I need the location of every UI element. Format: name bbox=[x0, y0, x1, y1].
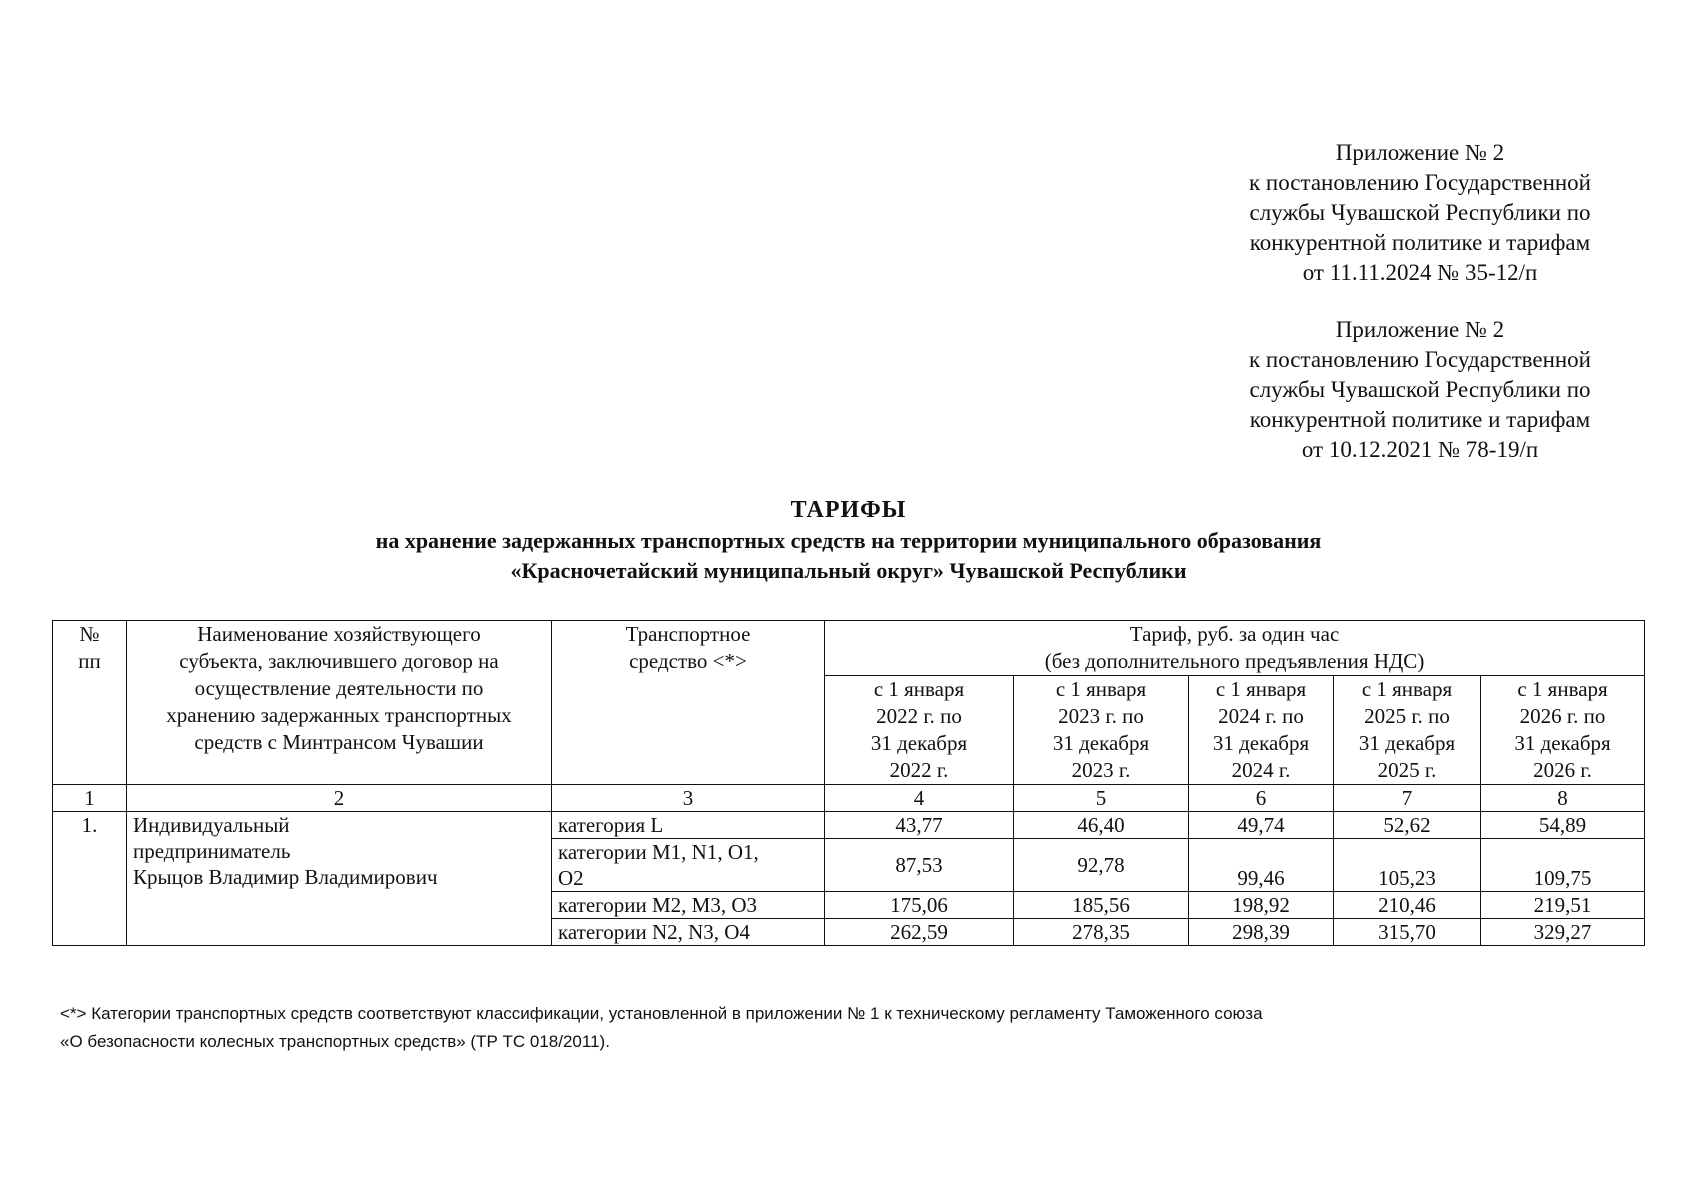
table-row bbox=[53, 812, 1645, 839]
header-text: субъекта, заключившего договор на bbox=[179, 649, 499, 673]
appendix-line: Приложение № 2 bbox=[1335, 317, 1505, 342]
appendix-line: службы Чувашской Республики по bbox=[1249, 377, 1591, 402]
tariff-value: 43,77 bbox=[825, 812, 1014, 839]
appendix-line: Приложение № 2 bbox=[1335, 140, 1505, 165]
header-text: 2022 г. по bbox=[876, 704, 962, 728]
header-text: 31 декабря bbox=[870, 731, 968, 755]
document-title bbox=[0, 494, 1697, 586]
appendix-previous-reference bbox=[1180, 315, 1660, 465]
entity-name-line: Индивидуальный bbox=[133, 813, 290, 837]
header-text: хранению задержанных транспортных bbox=[166, 703, 512, 727]
header-text: с 1 января bbox=[1215, 677, 1307, 701]
header-text: 2022 г. bbox=[889, 758, 949, 782]
footnote-line-1: <*> Категории транспортных средств соответствуют классификации, установленной в приложении № 1 к техническому регламенту Таможенного союза bbox=[60, 1004, 1263, 1023]
header-period-2026 bbox=[1481, 676, 1645, 785]
column-number: 7 bbox=[1334, 785, 1481, 812]
header-text: 2026 г. по bbox=[1519, 704, 1606, 728]
entity-name bbox=[127, 812, 552, 946]
appendix-line: к постановлению Государственной bbox=[1249, 170, 1591, 195]
header-period-2025 bbox=[1334, 676, 1481, 785]
appendix-line: службы Чувашской Республики по bbox=[1249, 200, 1591, 225]
tariff-value: 92,78 bbox=[1014, 839, 1189, 892]
header-text: Наименование хозяйствующего bbox=[197, 622, 481, 646]
appendix-line: конкурентной политике и тарифам bbox=[1249, 407, 1591, 432]
tariff-value: 52,62 bbox=[1334, 812, 1481, 839]
title-line-1: на хранение задержанных транспортных средств на территории муниципального образования bbox=[375, 528, 1322, 553]
tariff-value: 185,56 bbox=[1014, 892, 1189, 919]
header-tariff bbox=[825, 621, 1645, 676]
tariff-value: 298,39 bbox=[1189, 919, 1334, 946]
header-text: 2024 г. по bbox=[1218, 704, 1304, 728]
header-text: 31 декабря bbox=[1514, 731, 1611, 755]
tariff-value: 54,89 bbox=[1481, 812, 1645, 839]
column-number: 1 bbox=[53, 785, 127, 812]
appendix-line: конкурентной политике и тарифам bbox=[1249, 230, 1591, 255]
entity-name-line: Крыцов Владимир Владимирович bbox=[133, 865, 438, 889]
column-number: 3 bbox=[552, 785, 825, 812]
vehicle-category-line: категории М1, N1, О1, bbox=[558, 840, 759, 864]
header-text: 2025 г. bbox=[1377, 758, 1437, 782]
header-text: с 1 января bbox=[1361, 677, 1453, 701]
header-text: 31 декабря bbox=[1358, 731, 1456, 755]
vehicle-category bbox=[552, 839, 825, 892]
tariff-value: 210,46 bbox=[1334, 892, 1481, 919]
header-text: 2023 г. bbox=[1071, 758, 1131, 782]
title-line-2: «Красночетайский муниципальный округ» Чувашской Республики bbox=[510, 558, 1187, 583]
header-text: средств с Минтрансом Чувашии bbox=[194, 730, 484, 754]
column-number: 4 bbox=[825, 785, 1014, 812]
header-text: (без дополнительного предъявления НДС) bbox=[1044, 649, 1425, 673]
header-text: Тариф, руб. за один час bbox=[1129, 622, 1340, 646]
vehicle-category-line: О2 bbox=[558, 866, 584, 890]
header-period-2023 bbox=[1014, 676, 1189, 785]
footnote-line-2: «О безопасности колесных транспортных средств» (ТР ТС 018/2011). bbox=[60, 1032, 610, 1051]
vehicle-category: категории М2, М3, О3 bbox=[552, 892, 825, 919]
vehicle-category: категория L bbox=[552, 812, 825, 839]
header-entity bbox=[127, 621, 552, 785]
header-period-2022 bbox=[825, 676, 1014, 785]
entity-name-line: предприниматель bbox=[133, 839, 291, 863]
header-row-1 bbox=[53, 621, 1645, 676]
header-text: 2024 г. bbox=[1231, 758, 1291, 782]
header-text: пп bbox=[78, 649, 101, 673]
tariff-value: 49,74 bbox=[1189, 812, 1334, 839]
tariff-value: 329,27 bbox=[1481, 919, 1645, 946]
header-text: 2023 г. по bbox=[1058, 704, 1144, 728]
tariff-value: 315,70 bbox=[1334, 919, 1481, 946]
header-text: средство <*> bbox=[629, 649, 747, 673]
header-num bbox=[53, 621, 127, 785]
column-number: 8 bbox=[1481, 785, 1645, 812]
column-number: 6 bbox=[1189, 785, 1334, 812]
tariff-table bbox=[52, 620, 1645, 946]
tariff-value: 175,06 bbox=[825, 892, 1014, 919]
header-period-2024 bbox=[1189, 676, 1334, 785]
header-text: 2026 г. bbox=[1533, 758, 1592, 782]
tariff-value: 99,46 bbox=[1189, 839, 1334, 892]
appendix-line: от 10.12.2021 № 78-19/п bbox=[1301, 437, 1539, 462]
tariff-value: 262,59 bbox=[825, 919, 1014, 946]
appendix-line: к постановлению Государственной bbox=[1249, 347, 1591, 372]
tariff-value: 278,35 bbox=[1014, 919, 1189, 946]
header-text: Транспортное bbox=[625, 622, 751, 646]
column-number: 2 bbox=[127, 785, 552, 812]
header-text: 2025 г. по bbox=[1364, 704, 1450, 728]
header-text: с 1 января bbox=[1055, 677, 1147, 701]
header-text: осуществление деятельности по bbox=[194, 676, 484, 700]
title-main: ТАРИФЫ bbox=[790, 497, 907, 523]
header-text: № bbox=[79, 622, 100, 646]
header-text: 31 декабря bbox=[1052, 731, 1150, 755]
appendix-current-reference bbox=[1180, 138, 1660, 288]
column-number-row bbox=[53, 785, 1645, 812]
tariff-value: 109,75 bbox=[1481, 839, 1645, 892]
header-vehicle bbox=[552, 621, 825, 785]
header-text: 31 декабря bbox=[1212, 731, 1310, 755]
tariff-value: 105,23 bbox=[1334, 839, 1481, 892]
header-text: с 1 января bbox=[873, 677, 965, 701]
header-text: с 1 января bbox=[1517, 677, 1608, 701]
row-number: 1. bbox=[53, 812, 127, 946]
appendix-line: от 11.11.2024 № 35-12/п bbox=[1302, 260, 1538, 285]
column-number: 5 bbox=[1014, 785, 1189, 812]
tariff-value: 219,51 bbox=[1481, 892, 1645, 919]
tariff-value: 46,40 bbox=[1014, 812, 1189, 839]
tariff-value: 198,92 bbox=[1189, 892, 1334, 919]
vehicle-category: категории N2, N3, O4 bbox=[552, 919, 825, 946]
footnote bbox=[60, 1000, 1620, 1056]
tariff-value: 87,53 bbox=[825, 839, 1014, 892]
